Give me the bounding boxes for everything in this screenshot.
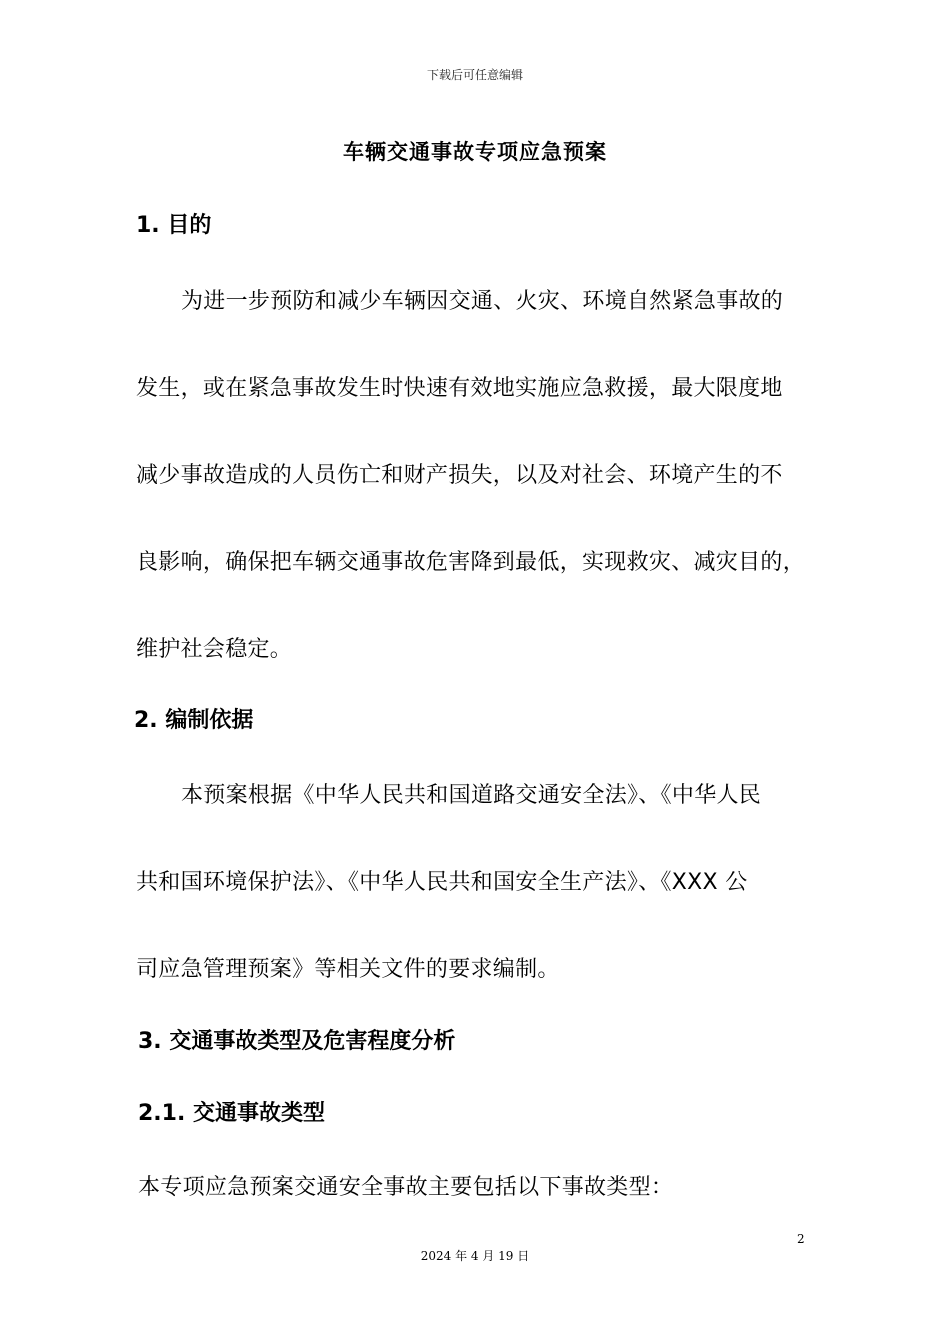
paragraph-line: 司应急管理预案》等相关文件的要求编制。 [136,957,560,982]
section-heading-accident-analysis: 3. 交通事故类型及危害程度分析 [138,1029,456,1054]
paragraph-line: 本专项应急预案交通安全事故主要包括以下事故类型： [138,1175,674,1200]
footer-date: 2024 年 4 月 19 日 [420,1249,530,1263]
paragraph-line: 共和国环境保护法》、《中华人民共和国安全生产法》、《XXX 公 [136,870,748,895]
subsection-heading-accident-types: 2.1. 交通事故类型 [138,1101,325,1126]
page-header-note: 下载后可任意编辑 [426,68,523,82]
paragraph-line: 维护社会稳定。 [136,637,293,662]
document-title: 车辆交通事故专项应急预案 [343,140,607,164]
paragraph-line: 本预案根据《中华人民共和国道路交通安全法》、《中华人民 [181,783,762,808]
paragraph-line: 发生，或在紧急事故发生时快速有效地实施应急救援，最大限度地 [136,376,783,401]
paragraph-line: 良影响，确保把车辆交通事故危害降到最低，实现救灾、减灾目的， [136,550,806,575]
page-number: 2 [797,1232,805,1246]
paragraph-line: 减少事故造成的人员伤亡和财产损失，以及对社会、环境产生的不 [136,463,783,488]
paragraph-line: 为进一步预防和减少车辆因交通、火灾、环境自然紧急事故的 [181,289,784,314]
section-heading-purpose: 1. 目的 [136,213,212,238]
section-heading-basis: 2. 编制依据 [134,708,254,733]
